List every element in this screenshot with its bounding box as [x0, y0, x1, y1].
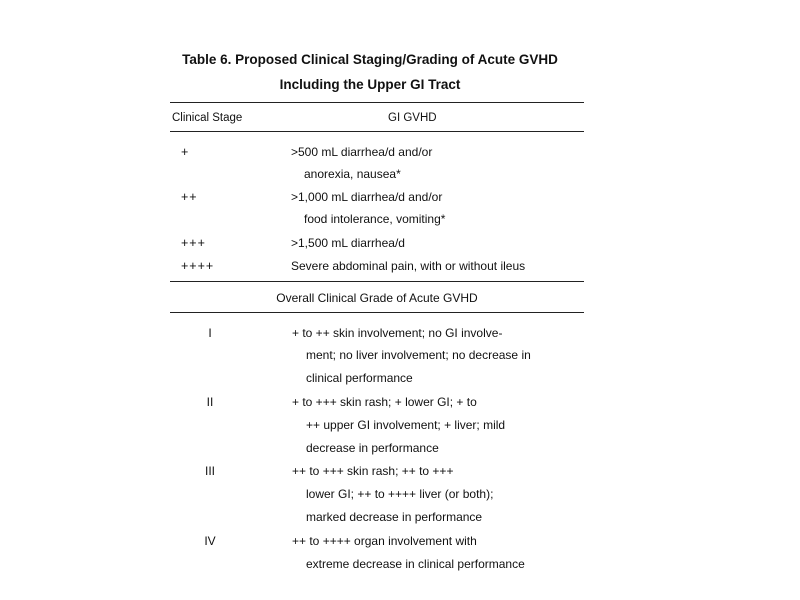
header-rule	[170, 131, 584, 132]
grade-description-line: + to ++ skin involvement; no GI involve-	[292, 326, 503, 340]
grade-description-line: ++ to ++++ organ involvement with	[292, 534, 477, 548]
stage-description-line: >500 mL diarrhea/d and/or	[291, 145, 433, 159]
table-title-line-1: Table 6. Proposed Clinical Staging/Grading of Acute GVHD	[182, 52, 558, 67]
stage-description-line: Severe abdominal pain, with or without ileus	[291, 259, 526, 273]
stage-symbol: ++	[181, 190, 198, 204]
grade-description-line: lower GI; ++ to ++++ liver (or both);	[306, 487, 494, 501]
grade-description-line: extreme decrease in clinical performance	[306, 557, 525, 571]
grade-numeral: III	[204, 464, 215, 478]
stage-description-line: >1,000 mL diarrhea/d and/or	[291, 190, 443, 204]
stage-symbol: +++	[181, 236, 206, 250]
grade-description-line: ++ to +++ skin rash; ++ to +++	[292, 464, 454, 478]
grade-description-line: ment; no liver involvement; no decrease in	[306, 348, 531, 362]
grade-description-line: ++ upper GI involvement; + liver; mild	[306, 418, 506, 432]
grade-numeral: IV	[204, 534, 216, 548]
grade-numeral: I	[208, 326, 212, 340]
header-gi-gvhd: GI GVHD	[388, 112, 437, 124]
stage-description-line: >1,500 mL diarrhea/d	[291, 236, 405, 250]
grade-description-line: decrease in performance	[306, 441, 439, 455]
stage-description-line: food intolerance, vomiting*	[304, 212, 446, 226]
grade-section-title: Overall Clinical Grade of Acute GVHD	[276, 291, 478, 305]
stage-symbol: +	[181, 145, 190, 159]
grade-numeral: II	[206, 395, 214, 409]
section-rule	[170, 281, 584, 282]
grade-description-line: clinical performance	[306, 371, 413, 385]
stage-description-line: anorexia, nausea*	[304, 167, 401, 181]
grade-description-line: + to +++ skin rash; + lower GI; + to	[292, 395, 477, 409]
table-title-line-2: Including the Upper GI Tract	[279, 77, 461, 92]
grade-section-rule	[170, 312, 584, 313]
top-rule	[170, 102, 584, 103]
header-clinical-stage: Clinical Stage	[172, 112, 243, 124]
stage-symbol: ++++	[181, 259, 215, 273]
grade-description-line: marked decrease in performance	[306, 510, 483, 524]
